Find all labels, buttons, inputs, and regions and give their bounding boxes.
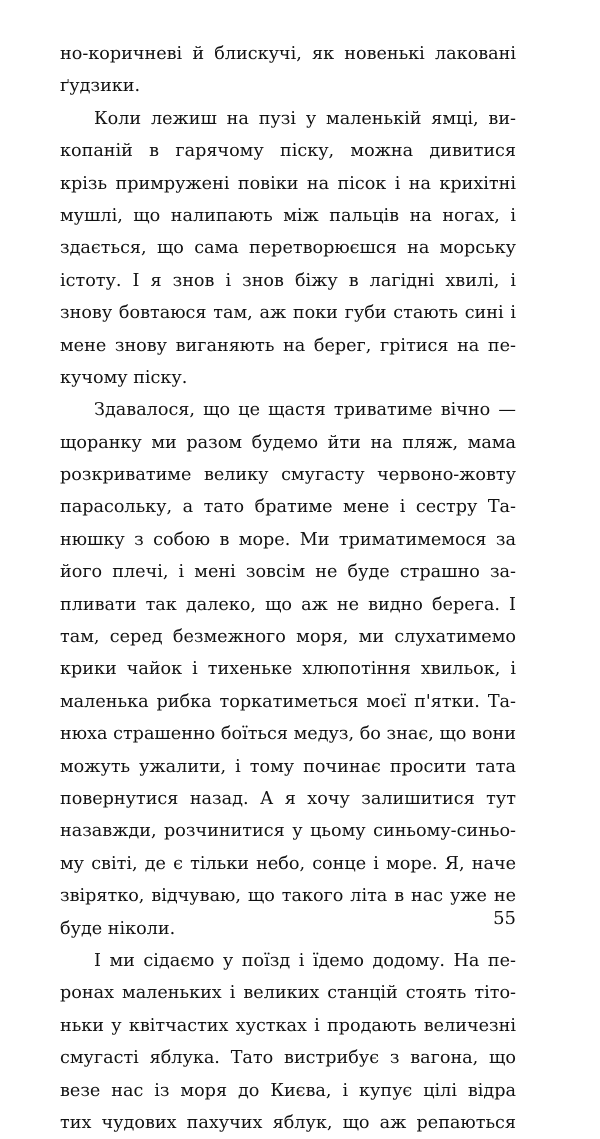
text-line: тих чудових пахучих яблук, що аж репаються	[60, 1112, 516, 1133]
text-line: здається, що сама перетворюєшся на морську	[60, 238, 516, 259]
text-line: Здавалося, що це щастя триватиме вічно —	[94, 400, 516, 421]
text-line: знову бовтаюся там, аж поки губи стають сині і	[60, 303, 516, 324]
text-line: пливати так далеко, що аж не видно берега. І	[60, 594, 516, 615]
text-line: но-коричневі й блискучі, як новенькі лаковані	[60, 44, 516, 64]
text-line: там, серед безмежного моря, ми слухатимемо	[60, 627, 516, 648]
text-line: мене знову виганяють на берег, грітися на пе-	[60, 335, 516, 356]
text-line: звірятко, відчуваю, що такого літа в нас уже не	[60, 886, 516, 907]
page-number: 55	[493, 908, 516, 929]
text-line: парасольку, а тато братиме мене і сестру Та-	[60, 497, 516, 518]
text-line: назавжди, розчинитися у цьому синьому-синьо-	[60, 821, 516, 842]
text-line: нюшку з собою в море. Ми триматимемося за	[60, 529, 516, 550]
text-line: везе нас із моря до Києва, і купує цілі відра	[60, 1080, 516, 1101]
body-text	[60, 38, 516, 1139]
text-line: розкриватиме велику смугасту червоно-жовту	[60, 465, 516, 486]
text-line: І ми сідаємо у поїзд і їдемо додому. На пе-	[94, 950, 516, 971]
text-line: кучому піску.	[60, 367, 188, 388]
text-line: нюха страшенно боїться медуз, бо знає, що вони	[60, 724, 516, 745]
text-line: повернутися назад. А я хочу залишитися тут	[60, 788, 516, 809]
text-line: ронах маленьких і великих станцій стоять тіто-	[60, 983, 516, 1004]
text-line: му світі, де є тільки небо, сонце і море. Я, наче	[60, 853, 516, 874]
text-line: щоранку ми разом будемо йти на пляж, мама	[60, 432, 516, 453]
text-line: Коли лежиш на пузі у маленькій ямці, ви-	[94, 108, 516, 129]
text-line: його плечі, і мені зовсім не буде страшно за-	[60, 562, 516, 583]
text-line: ґудзики.	[60, 76, 141, 97]
text-line: буде ніколи.	[60, 918, 176, 939]
text-line: маленька рибка торкатиметься моєї п'ятки. Та-	[60, 691, 516, 712]
text-line: копаній в гарячому піску, можна дивитися	[60, 141, 516, 162]
text-line: можуть ужалити, і тому починає просити тата	[60, 756, 516, 777]
text-line: крізь примружені повіки на пісок і на крихітні	[60, 173, 516, 194]
text-line: істоту. І я знов і знов біжу в лагідні хвилі, і	[60, 270, 516, 291]
text-line: мушлі, що налипають між пальців на ногах, і	[60, 205, 516, 226]
text-line: крики чайок і тихеньке хлюпотіння хвильок, і	[60, 659, 516, 680]
text-line: смугасті яблука. Тато вистрибує з вагона, що	[60, 1048, 516, 1069]
text-line: ньки у квітчастих хустках і продають величезні	[60, 1015, 516, 1036]
